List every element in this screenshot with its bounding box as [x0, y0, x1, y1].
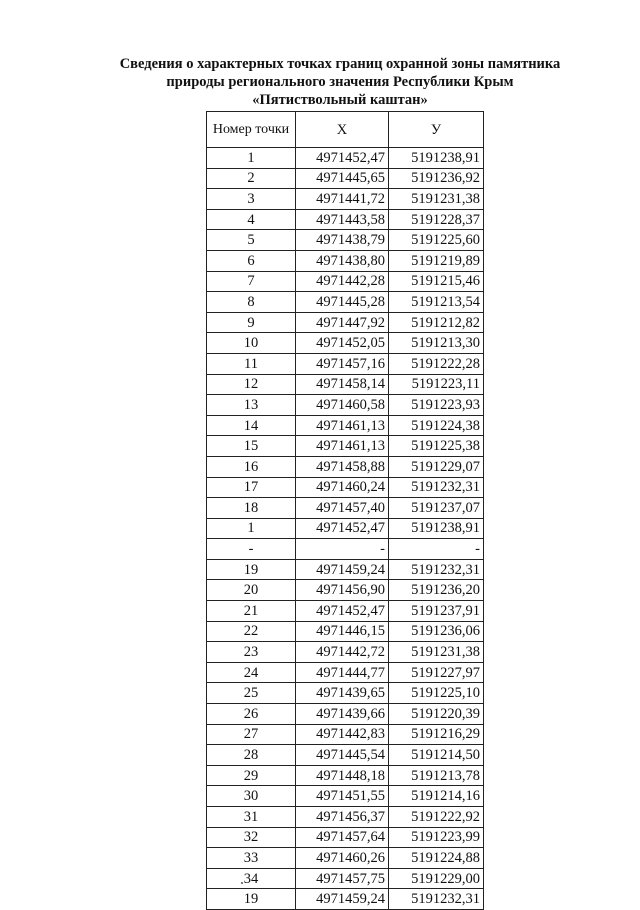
header-point-number: Номер точки [207, 112, 296, 148]
x-coordinate-cell: 4971438,80 [296, 250, 389, 271]
y-coordinate-cell: 5191227,97 [389, 662, 484, 683]
point-number-cell: 32 [207, 827, 296, 848]
y-coordinate-cell: 5191237,07 [389, 498, 484, 519]
x-coordinate-cell: 4971442,28 [296, 271, 389, 292]
y-coordinate-cell: 5191225,38 [389, 436, 484, 457]
point-number-cell: 7 [207, 271, 296, 292]
x-coordinate-cell: 4971457,75 [296, 868, 389, 889]
point-number-cell: 26 [207, 704, 296, 725]
table-row [207, 539, 484, 560]
y-coordinate-cell: 5191232,31 [389, 889, 484, 910]
y-coordinate-cell: 5191214,16 [389, 786, 484, 807]
x-coordinate-cell: 4971438,79 [296, 230, 389, 251]
point-number-cell: 8 [207, 292, 296, 313]
point-number-cell: 18 [207, 498, 296, 519]
x-coordinate-cell: 4971456,90 [296, 580, 389, 601]
x-coordinate-cell: 4971458,14 [296, 374, 389, 395]
point-number-cell: 3 [207, 189, 296, 210]
x-coordinate-cell: 4971443,58 [296, 209, 389, 230]
table-row [207, 477, 484, 498]
point-number-cell: 1 [207, 518, 296, 539]
x-coordinate-cell: 4971439,65 [296, 683, 389, 704]
table-body [207, 148, 484, 910]
table-row [207, 601, 484, 622]
title-line-1: Сведения о характерных точках границ охранной зоны памятника [119, 56, 561, 72]
table-row [207, 642, 484, 663]
x-coordinate-cell: - [296, 539, 389, 560]
y-coordinate-cell: 5191214,50 [389, 745, 484, 766]
y-coordinate-cell: 5191223,93 [389, 395, 484, 416]
x-coordinate-cell: 4971452,05 [296, 333, 389, 354]
y-coordinate-cell: 5191223,99 [389, 827, 484, 848]
x-coordinate-cell: 4971460,24 [296, 477, 389, 498]
y-coordinate-cell: 5191223,11 [389, 374, 484, 395]
table-row [207, 333, 484, 354]
point-number-cell: 24 [207, 662, 296, 683]
table-row [207, 868, 484, 889]
x-coordinate-cell: 4971458,88 [296, 456, 389, 477]
table-row [207, 827, 484, 848]
header-y: У [389, 112, 484, 148]
table-row [207, 395, 484, 416]
y-coordinate-cell: 5191225,60 [389, 230, 484, 251]
scan-speck [241, 882, 243, 884]
table-row [207, 559, 484, 580]
y-coordinate-cell: 5191224,38 [389, 415, 484, 436]
table-row [207, 436, 484, 457]
x-coordinate-cell: 4971445,28 [296, 292, 389, 313]
table-row [207, 621, 484, 642]
x-coordinate-cell: 4971445,54 [296, 745, 389, 766]
table-row [207, 189, 484, 210]
y-coordinate-cell: 5191232,31 [389, 559, 484, 580]
x-coordinate-cell: 4971461,13 [296, 436, 389, 457]
header-x: X [296, 112, 389, 148]
y-coordinate-cell: 5191228,37 [389, 209, 484, 230]
x-coordinate-cell: 4971457,40 [296, 498, 389, 519]
table-row [207, 662, 484, 683]
y-coordinate-cell: 5191231,38 [389, 642, 484, 663]
x-coordinate-cell: 4971447,92 [296, 312, 389, 333]
point-number-cell: 21 [207, 601, 296, 622]
point-number-cell: 22 [207, 621, 296, 642]
point-number-cell: 10 [207, 333, 296, 354]
y-coordinate-cell: 5191213,54 [389, 292, 484, 313]
y-coordinate-cell: 5191212,82 [389, 312, 484, 333]
table-row [207, 148, 484, 169]
table-row [207, 498, 484, 519]
point-number-cell: 13 [207, 395, 296, 416]
x-coordinate-cell: 4971448,18 [296, 765, 389, 786]
table-row [207, 250, 484, 271]
point-number-cell: 19 [207, 559, 296, 580]
point-number-cell: 27 [207, 724, 296, 745]
y-coordinate-cell: 5191232,31 [389, 477, 484, 498]
point-number-cell: 15 [207, 436, 296, 457]
x-coordinate-cell: 4971459,24 [296, 559, 389, 580]
point-number-cell: 17 [207, 477, 296, 498]
x-coordinate-cell: 4971452,47 [296, 148, 389, 169]
point-number-cell: 12 [207, 374, 296, 395]
table-row [207, 415, 484, 436]
table-row [207, 518, 484, 539]
point-number-cell: 31 [207, 807, 296, 828]
table-row [207, 786, 484, 807]
x-coordinate-cell: 4971460,26 [296, 848, 389, 869]
point-number-cell: 23 [207, 642, 296, 663]
point-number-cell: 19 [207, 889, 296, 910]
point-number-cell: 30 [207, 786, 296, 807]
table-header-row [207, 112, 484, 148]
y-coordinate-cell: 5191220,39 [389, 704, 484, 725]
point-number-cell: 29 [207, 765, 296, 786]
point-number-cell: 14 [207, 415, 296, 436]
table-row [207, 271, 484, 292]
title-line-2: природы регионального значения Республики Крым [166, 74, 514, 90]
y-coordinate-cell: 5191237,91 [389, 601, 484, 622]
table-row [207, 209, 484, 230]
y-coordinate-cell: 5191222,92 [389, 807, 484, 828]
y-coordinate-cell: 5191231,38 [389, 189, 484, 210]
x-coordinate-cell: 4971445,65 [296, 168, 389, 189]
y-coordinate-cell: 5191236,06 [389, 621, 484, 642]
x-coordinate-cell: 4971442,72 [296, 642, 389, 663]
point-number-cell: 25 [207, 683, 296, 704]
y-coordinate-cell: 5191225,10 [389, 683, 484, 704]
y-coordinate-cell: 5191224,88 [389, 848, 484, 869]
table-row [207, 704, 484, 725]
point-number-cell: 5 [207, 230, 296, 251]
x-coordinate-cell: 4971457,64 [296, 827, 389, 848]
table-row [207, 292, 484, 313]
table-row [207, 580, 484, 601]
point-number-cell: 11 [207, 353, 296, 374]
y-coordinate-cell: 5191236,20 [389, 580, 484, 601]
y-coordinate-cell: 5191213,78 [389, 765, 484, 786]
y-coordinate-cell: 5191215,46 [389, 271, 484, 292]
table-row [207, 745, 484, 766]
x-coordinate-cell: 4971456,37 [296, 807, 389, 828]
y-coordinate-cell: 5191222,28 [389, 353, 484, 374]
x-coordinate-cell: 4971461,13 [296, 415, 389, 436]
table-row [207, 374, 484, 395]
point-number-cell: 28 [207, 745, 296, 766]
table-row [207, 168, 484, 189]
x-coordinate-cell: 4971457,16 [296, 353, 389, 374]
table-row [207, 848, 484, 869]
table-row [207, 889, 484, 910]
point-number-cell: 9 [207, 312, 296, 333]
table-row [207, 353, 484, 374]
y-coordinate-cell: 5191238,91 [389, 518, 484, 539]
table-row [207, 724, 484, 745]
x-coordinate-cell: 4971442,83 [296, 724, 389, 745]
x-coordinate-cell: 4971452,47 [296, 518, 389, 539]
point-number-cell: 33 [207, 848, 296, 869]
y-coordinate-cell: 5191238,91 [389, 148, 484, 169]
y-coordinate-cell: 5191219,89 [389, 250, 484, 271]
point-number-cell: - [207, 539, 296, 560]
y-coordinate-cell: 5191236,92 [389, 168, 484, 189]
point-number-cell: 1 [207, 148, 296, 169]
coordinates-table [206, 111, 484, 910]
y-coordinate-cell: 5191229,07 [389, 456, 484, 477]
y-coordinate-cell: 5191213,30 [389, 333, 484, 354]
y-coordinate-cell: - [389, 539, 484, 560]
table-row [207, 312, 484, 333]
x-coordinate-cell: 4971451,55 [296, 786, 389, 807]
point-number-cell: 16 [207, 456, 296, 477]
x-coordinate-cell: 4971439,66 [296, 704, 389, 725]
point-number-cell: 20 [207, 580, 296, 601]
x-coordinate-cell: 4971460,58 [296, 395, 389, 416]
point-number-cell: 6 [207, 250, 296, 271]
point-number-cell: 4 [207, 209, 296, 230]
x-coordinate-cell: 4971459,24 [296, 889, 389, 910]
x-coordinate-cell: 4971446,15 [296, 621, 389, 642]
x-coordinate-cell: 4971441,72 [296, 189, 389, 210]
table-row [207, 765, 484, 786]
y-coordinate-cell: 5191216,29 [389, 724, 484, 745]
point-number-cell: 2 [207, 168, 296, 189]
table-row [207, 683, 484, 704]
y-coordinate-cell: 5191229,00 [389, 868, 484, 889]
x-coordinate-cell: 4971444,77 [296, 662, 389, 683]
document-title [90, 55, 590, 109]
table-row [207, 230, 484, 251]
point-number-cell: 34 [207, 868, 296, 889]
title-line-3: «Пятиствольный каштан» [252, 92, 428, 108]
x-coordinate-cell: 4971452,47 [296, 601, 389, 622]
table-row [207, 456, 484, 477]
table-row [207, 807, 484, 828]
